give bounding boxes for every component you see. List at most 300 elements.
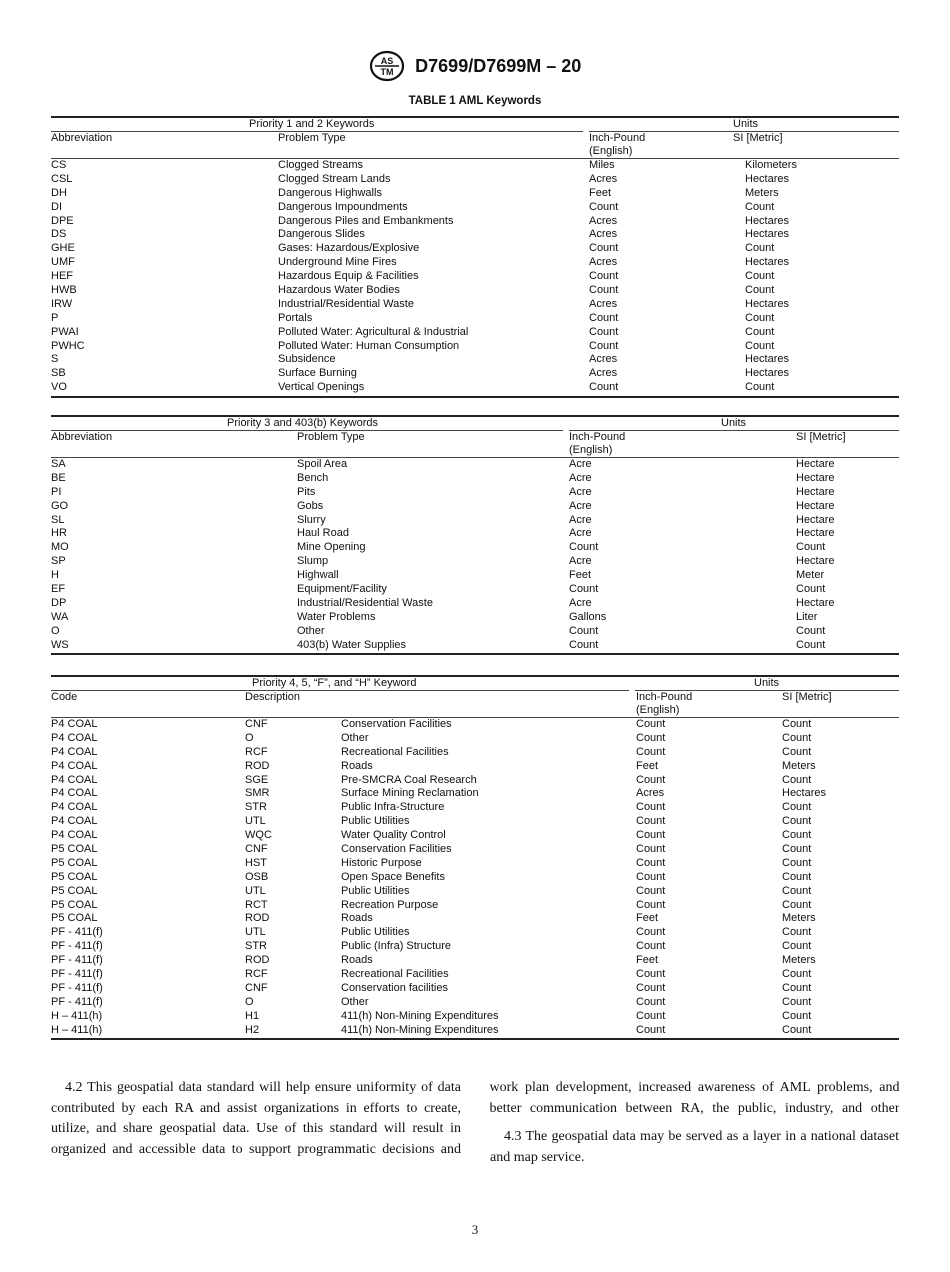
cell-abbreviation: HWB <box>51 284 77 297</box>
cell-abbreviation: BE <box>51 471 66 484</box>
cell-code: P4 COAL <box>51 773 98 786</box>
cell-description: Public (Infra) Structure <box>341 940 452 953</box>
group-label: Priority 4, 5, “F”, and “H” Keyword <box>252 677 417 689</box>
cell-problem-type: Polluted Water: Agricultural & Industrial <box>278 325 469 338</box>
cell-code: P4 COAL <box>51 801 98 814</box>
table-row <box>51 486 899 500</box>
cell-abbreviation: MO <box>51 541 69 554</box>
cell-inch-pound: Count <box>636 1009 666 1022</box>
cell-abbreviation: P <box>51 311 59 324</box>
cell-inch-pound: Count <box>589 270 619 283</box>
cell-abbreviation: UMF <box>51 256 75 269</box>
cell-problem-type: Polluted Water: Human Consumption <box>278 339 460 352</box>
cell-abbreviation: PI <box>51 485 62 498</box>
cell-description: Recreational Facilities <box>341 968 449 981</box>
cell-si-metric: Meters <box>782 912 816 925</box>
cell-si-metric: Hectare <box>796 555 835 568</box>
cell-si-metric: Count <box>796 583 826 596</box>
cell-si-metric: Kilometers <box>745 159 797 171</box>
table-column-header <box>51 690 899 718</box>
cell-inch-pound: Feet <box>589 186 612 199</box>
standard-designation: D7699/D7699M – 20 <box>415 55 582 76</box>
cell-abbreviation: VO <box>51 381 67 394</box>
cell-keyword: SGE <box>245 773 269 786</box>
cell-inch-pound: Acres <box>589 228 618 241</box>
cell-keyword: UTL <box>245 884 266 897</box>
cell-keyword: O <box>245 995 254 1008</box>
cell-inch-pound: Acre <box>569 485 592 498</box>
cell-si-metric: Hectares <box>745 228 790 241</box>
table-group-header <box>51 118 899 131</box>
table-row <box>51 326 899 340</box>
cell-description: Roads <box>341 912 373 925</box>
cell-si-metric: Meters <box>782 759 816 772</box>
cell-si-metric: Count <box>796 624 826 637</box>
table-row <box>51 774 899 788</box>
cell-description: Conservation facilities <box>341 981 448 994</box>
cell-problem-type: Dangerous Highwalls <box>278 186 382 199</box>
table-row <box>51 569 899 583</box>
table-body <box>51 458 899 652</box>
cell-problem-type: Mine Opening <box>297 541 366 554</box>
cell-keyword: CNF <box>245 981 268 994</box>
table-row <box>51 899 899 913</box>
cell-inch-pound: Count <box>589 200 619 213</box>
cell-abbreviation: DI <box>51 200 62 213</box>
cell-problem-type: Vertical Openings <box>278 381 365 394</box>
cell-si-metric: Hectares <box>745 353 790 366</box>
cell-si-metric: Count <box>782 815 812 828</box>
table-row <box>51 173 899 187</box>
cell-keyword: HST <box>245 856 267 869</box>
cell-si-metric: Count <box>745 200 775 213</box>
paragraph-4-2-text: 4.2 This geospatial data standard will help ensure uniformity of data contributed by each RA and assist organizations in efforts to create, utilize, and share geospatial data. Use of this standard will result in organized and accessible data to support programmatic decisions and <box>51 1080 461 1157</box>
table-row <box>51 514 899 528</box>
cell-keyword: RCT <box>245 898 268 911</box>
cell-inch-pound: Acres <box>636 787 665 800</box>
cell-inch-pound: Gallons <box>569 610 607 623</box>
cell-si-metric: Meters <box>782 954 816 967</box>
cell-inch-pound: Count <box>636 940 666 953</box>
cell-inch-pound: Count <box>569 624 599 637</box>
cell-si-metric: Count <box>782 856 812 869</box>
table-row <box>51 871 899 885</box>
cell-code: H – 411(h) <box>51 1009 103 1022</box>
cell-abbreviation: PWHC <box>51 339 85 352</box>
cell-si-metric: Count <box>782 843 812 856</box>
cell-keyword: O <box>245 731 254 744</box>
cell-abbreviation: EF <box>51 583 66 596</box>
cell-abbreviation: DH <box>51 186 67 199</box>
table-row <box>51 718 899 732</box>
cell-inch-pound: Count <box>636 731 666 744</box>
table-row <box>51 159 899 173</box>
cell-code: P5 COAL <box>51 912 98 925</box>
cell-si-metric: Count <box>782 745 812 758</box>
cell-si-metric: Hectares <box>745 172 790 185</box>
cell-inch-pound: Count <box>636 981 666 994</box>
cell-abbreviation: H <box>51 569 59 582</box>
table-bottom-rule <box>51 396 899 398</box>
cell-si-metric: Count <box>796 541 826 554</box>
cell-keyword: STR <box>245 940 267 953</box>
cell-abbreviation: SL <box>51 513 65 526</box>
cell-code: P4 COAL <box>51 787 98 800</box>
cell-problem-type: Underground Mine Fires <box>278 256 397 269</box>
cell-keyword: SMR <box>245 787 270 800</box>
cell-inch-pound: Count <box>636 995 666 1008</box>
cell-description: Conservation Facilities <box>341 843 452 856</box>
table-row <box>51 746 899 760</box>
cell-problem-type: Gases: Hazardous/Explosive <box>278 242 420 255</box>
cell-inch-pound: Count <box>569 583 599 596</box>
cell-keyword: RCF <box>245 745 268 758</box>
table-group-header <box>51 417 899 430</box>
table-row <box>51 555 899 569</box>
cell-keyword: H1 <box>245 1009 260 1022</box>
cell-description: Pre-SMCRA Coal Research <box>341 773 477 786</box>
cell-abbreviation: WA <box>51 610 69 623</box>
cell-si-metric: Count <box>782 801 812 814</box>
cell-si-metric: Count <box>782 940 812 953</box>
cell-inch-pound: Miles <box>589 159 615 171</box>
units-label: Units <box>733 118 759 130</box>
cell-description: Roads <box>341 759 373 772</box>
col-si-metric: SI [Metric] <box>733 132 783 144</box>
cell-keyword: CNF <box>245 718 268 730</box>
cell-keyword: RCF <box>245 968 268 981</box>
cell-si-metric: Count <box>782 995 812 1008</box>
table-row <box>51 857 899 871</box>
units-label: Units <box>754 677 780 689</box>
cell-si-metric: Hectares <box>745 297 790 310</box>
cell-abbreviation: DS <box>51 228 67 241</box>
cell-problem-type: Highwall <box>297 569 339 582</box>
cell-inch-pound: Feet <box>636 912 659 925</box>
cell-abbreviation: PWAI <box>51 325 79 338</box>
table-row <box>51 583 899 597</box>
cell-si-metric: Count <box>745 339 775 352</box>
cell-inch-pound: Count <box>569 638 599 651</box>
cell-description: Other <box>341 995 369 1008</box>
cell-si-metric: Count <box>782 968 812 981</box>
cell-inch-pound: Acre <box>569 471 592 484</box>
paragraph-4-3-text: 4.3 The geospatial data may be served as a layer in a national dataset and map service. <box>490 1129 899 1165</box>
page-number: 3 <box>471 1222 479 1237</box>
cell-si-metric: Count <box>745 270 775 283</box>
cell-problem-type: Dangerous Impoundments <box>278 200 408 213</box>
cell-abbreviation: GO <box>51 499 69 512</box>
cell-inch-pound: Acres <box>589 172 618 185</box>
cell-keyword: UTL <box>245 815 266 828</box>
table-row <box>51 472 899 486</box>
cell-code: P4 COAL <box>51 731 98 744</box>
cell-code: P5 COAL <box>51 884 98 897</box>
cell-abbreviation: WS <box>51 638 69 651</box>
table-row <box>51 1010 899 1024</box>
col-problem-type: Problem Type <box>278 132 346 144</box>
cell-si-metric: Hectares <box>782 787 827 800</box>
cell-problem-type: Pits <box>297 485 316 498</box>
cell-si-metric: Hectare <box>796 527 835 540</box>
cell-problem-type: Industrial/Residential Waste <box>297 596 433 609</box>
svg-text:TM: TM <box>380 67 394 77</box>
table-row <box>51 458 899 472</box>
cell-si-metric: Count <box>745 242 775 255</box>
cell-si-metric: Count <box>745 381 775 394</box>
cell-inch-pound: Acres <box>589 367 618 380</box>
cell-description: Public Utilities <box>341 926 410 939</box>
cell-si-metric: Count <box>782 1023 812 1036</box>
table-row <box>51 367 899 381</box>
cell-abbreviation: SP <box>51 555 66 568</box>
col-abbreviation: Abbreviation <box>51 132 113 144</box>
cell-code: P4 COAL <box>51 829 98 842</box>
cell-description: Water Quality Control <box>341 829 446 842</box>
cell-inch-pound: Count <box>636 745 666 758</box>
table-row <box>51 954 899 968</box>
table-row <box>51 926 899 940</box>
cell-abbreviation: O <box>51 624 60 637</box>
cell-code: PF - 411(f) <box>51 940 103 953</box>
cell-si-metric: Meter <box>796 569 825 582</box>
cell-inch-pound: Acre <box>569 527 592 540</box>
cell-inch-pound: Acres <box>589 297 618 310</box>
cell-si-metric: Count <box>782 829 812 842</box>
cell-description: 411(h) Non-Mining Expenditures <box>341 1023 499 1036</box>
cell-inch-pound: Count <box>636 815 666 828</box>
cell-si-metric: Hectares <box>745 367 790 380</box>
table-row <box>51 242 899 256</box>
cell-problem-type: Bench <box>297 471 329 484</box>
cell-code: PF - 411(f) <box>51 926 103 939</box>
cell-inch-pound: Acre <box>569 458 592 470</box>
cell-si-metric: Count <box>745 311 775 324</box>
cell-si-metric: Hectares <box>745 256 790 269</box>
col-si-metric: SI [Metric] <box>782 691 832 703</box>
cell-si-metric: Liter <box>796 610 818 623</box>
table-row <box>51 940 899 954</box>
cell-keyword: STR <box>245 801 267 814</box>
cell-code: PF - 411(f) <box>51 968 103 981</box>
cell-problem-type: Slump <box>297 555 329 568</box>
cell-code: H – 411(h) <box>51 1023 103 1036</box>
cell-problem-type: Clogged Stream Lands <box>278 172 391 185</box>
cell-code: PF - 411(f) <box>51 995 103 1008</box>
astm-logo-icon <box>369 50 405 82</box>
cell-si-metric: Hectare <box>796 458 835 470</box>
cell-problem-type: Equipment/Facility <box>297 583 387 596</box>
cell-si-metric: Count <box>782 870 812 883</box>
cell-code: P5 COAL <box>51 898 98 911</box>
cell-si-metric: Count <box>745 284 775 297</box>
cell-description: Public Utilities <box>341 815 410 828</box>
cell-problem-type: Slurry <box>297 513 326 526</box>
table-row <box>51 912 899 926</box>
table-row <box>51 1024 899 1038</box>
table-row <box>51 968 899 982</box>
table-row <box>51 500 899 514</box>
cell-abbreviation: GHE <box>51 242 75 255</box>
table-row <box>51 597 899 611</box>
cell-problem-type: 403(b) Water Supplies <box>297 638 407 651</box>
cell-problem-type: Haul Road <box>297 527 349 540</box>
table-row <box>51 611 899 625</box>
cell-abbreviation: HR <box>51 527 67 540</box>
cell-inch-pound: Count <box>589 242 619 255</box>
cell-inch-pound: Count <box>636 843 666 856</box>
table-row <box>51 760 899 774</box>
cell-keyword: WQC <box>245 829 272 842</box>
cell-code: P4 COAL <box>51 815 98 828</box>
cell-problem-type: Hazardous Water Bodies <box>278 284 400 297</box>
cell-problem-type: Spoil Area <box>297 458 348 470</box>
cell-problem-type: Hazardous Equip & Facilities <box>278 270 419 283</box>
table-row <box>51 829 899 843</box>
table-row <box>51 201 899 215</box>
table-row <box>51 187 899 201</box>
cell-si-metric: Hectare <box>796 499 835 512</box>
cell-si-metric: Count <box>782 1009 812 1022</box>
cell-code: PF - 411(f) <box>51 954 103 967</box>
table-title: TABLE 1 AML Keywords <box>408 95 542 107</box>
cell-inch-pound: Count <box>589 284 619 297</box>
cell-inch-pound: Count <box>636 856 666 869</box>
cell-code: P5 COAL <box>51 843 98 856</box>
cell-si-metric: Count <box>782 926 812 939</box>
cell-si-metric: Meters <box>745 186 779 199</box>
cell-inch-pound: Count <box>636 829 666 842</box>
cell-description: Roads <box>341 954 373 967</box>
paragraph-4-3 <box>490 1127 899 1168</box>
cell-code: P4 COAL <box>51 759 98 772</box>
cell-abbreviation: S <box>51 353 59 366</box>
cell-si-metric: Hectare <box>796 513 835 526</box>
cell-inch-pound: Count <box>636 870 666 883</box>
table-priority-1-2 <box>51 116 899 398</box>
table-row <box>51 541 899 555</box>
cell-si-metric: Hectare <box>796 596 835 609</box>
cell-si-metric: Hectares <box>745 214 790 227</box>
table-bottom-rule <box>51 1038 899 1040</box>
table-row <box>51 298 899 312</box>
cell-abbreviation: CSL <box>51 172 73 185</box>
cell-si-metric: Hectare <box>796 471 835 484</box>
table-row <box>51 982 899 996</box>
cell-inch-pound: Feet <box>569 569 592 582</box>
cell-description: Surface Mining Reclamation <box>341 787 479 800</box>
group-label: Priority 1 and 2 Keywords <box>249 118 375 130</box>
col-abbreviation: Abbreviation <box>51 431 113 443</box>
table-body <box>51 718 899 1037</box>
cell-keyword: ROD <box>245 954 270 967</box>
table-row <box>51 270 899 284</box>
cell-inch-pound: Acre <box>569 513 592 526</box>
table-body <box>51 159 899 395</box>
cell-description: Conservation Facilities <box>341 718 452 730</box>
table-row <box>51 353 899 367</box>
cell-si-metric: Count <box>782 981 812 994</box>
cell-inch-pound: Acres <box>589 256 618 269</box>
cell-inch-pound: Count <box>589 339 619 352</box>
cell-description: Open Space Benefits <box>341 870 445 883</box>
cell-problem-type: Dangerous Slides <box>278 228 365 241</box>
cell-problem-type: Gobs <box>297 499 324 512</box>
svg-text:AS: AS <box>380 56 393 66</box>
cell-keyword: ROD <box>245 759 270 772</box>
table-row <box>51 381 899 395</box>
table-row <box>51 801 899 815</box>
cell-inch-pound: Count <box>636 926 666 939</box>
table-priority-4-5-f-h <box>51 675 899 1040</box>
col-code: Code <box>51 691 78 703</box>
table-column-header <box>51 430 899 458</box>
cell-si-metric: Count <box>782 898 812 911</box>
cell-si-metric: Count <box>782 731 812 744</box>
table-row <box>51 996 899 1010</box>
table-row <box>51 625 899 639</box>
cell-inch-pound: Count <box>636 773 666 786</box>
cell-inch-pound: Count <box>589 311 619 324</box>
cell-inch-pound: Acre <box>569 499 592 512</box>
cell-problem-type: Industrial/Residential Waste <box>278 297 414 310</box>
page-header <box>0 50 950 82</box>
cell-inch-pound: Feet <box>636 759 659 772</box>
table-row <box>51 228 899 242</box>
cell-description: Other <box>341 731 369 744</box>
table-row <box>51 787 899 801</box>
cell-keyword: UTL <box>245 926 266 939</box>
table-row <box>51 215 899 229</box>
cell-inch-pound: Count <box>636 898 666 911</box>
paragraph-4-2-text-continued: work plan development, increased awareness of AML problems, and better communication between RA, the public, industry, and other <box>490 1080 899 1116</box>
group-label: Priority 3 and 403(b) Keywords <box>227 417 379 429</box>
cell-description: Historic Purpose <box>341 856 422 869</box>
cell-abbreviation: DP <box>51 596 67 609</box>
table-row <box>51 885 899 899</box>
col-inch-pound: Inch-Pound (English) <box>569 431 626 456</box>
units-label: Units <box>721 417 747 429</box>
cell-code: PF - 411(f) <box>51 981 103 994</box>
cell-inch-pound: Count <box>636 1023 666 1036</box>
cell-keyword: H2 <box>245 1023 260 1036</box>
cell-inch-pound: Count <box>636 968 666 981</box>
cell-inch-pound: Count <box>569 541 599 554</box>
table-priority-3-403b <box>51 415 899 655</box>
cell-inch-pound: Count <box>636 884 666 897</box>
cell-si-metric: Count <box>745 325 775 338</box>
cell-inch-pound: Count <box>636 801 666 814</box>
table-row <box>51 639 899 653</box>
cell-problem-type: Surface Burning <box>278 367 357 380</box>
cell-si-metric: Count <box>782 773 812 786</box>
cell-si-metric: Hectare <box>796 485 835 498</box>
table-row <box>51 815 899 829</box>
cell-description: Recreational Facilities <box>341 745 449 758</box>
cell-inch-pound: Count <box>589 381 619 394</box>
table-row <box>51 256 899 270</box>
cell-inch-pound: Acre <box>569 596 592 609</box>
table-row <box>51 284 899 298</box>
cell-abbreviation: DPE <box>51 214 74 227</box>
cell-code: P5 COAL <box>51 856 98 869</box>
cell-description: Public Utilities <box>341 884 410 897</box>
cell-description: 411(h) Non-Mining Expenditures <box>341 1009 499 1022</box>
cell-si-metric: Count <box>782 884 812 897</box>
cell-inch-pound: Count <box>636 718 666 730</box>
table-group-header <box>51 677 899 690</box>
cell-abbreviation: CS <box>51 159 67 171</box>
